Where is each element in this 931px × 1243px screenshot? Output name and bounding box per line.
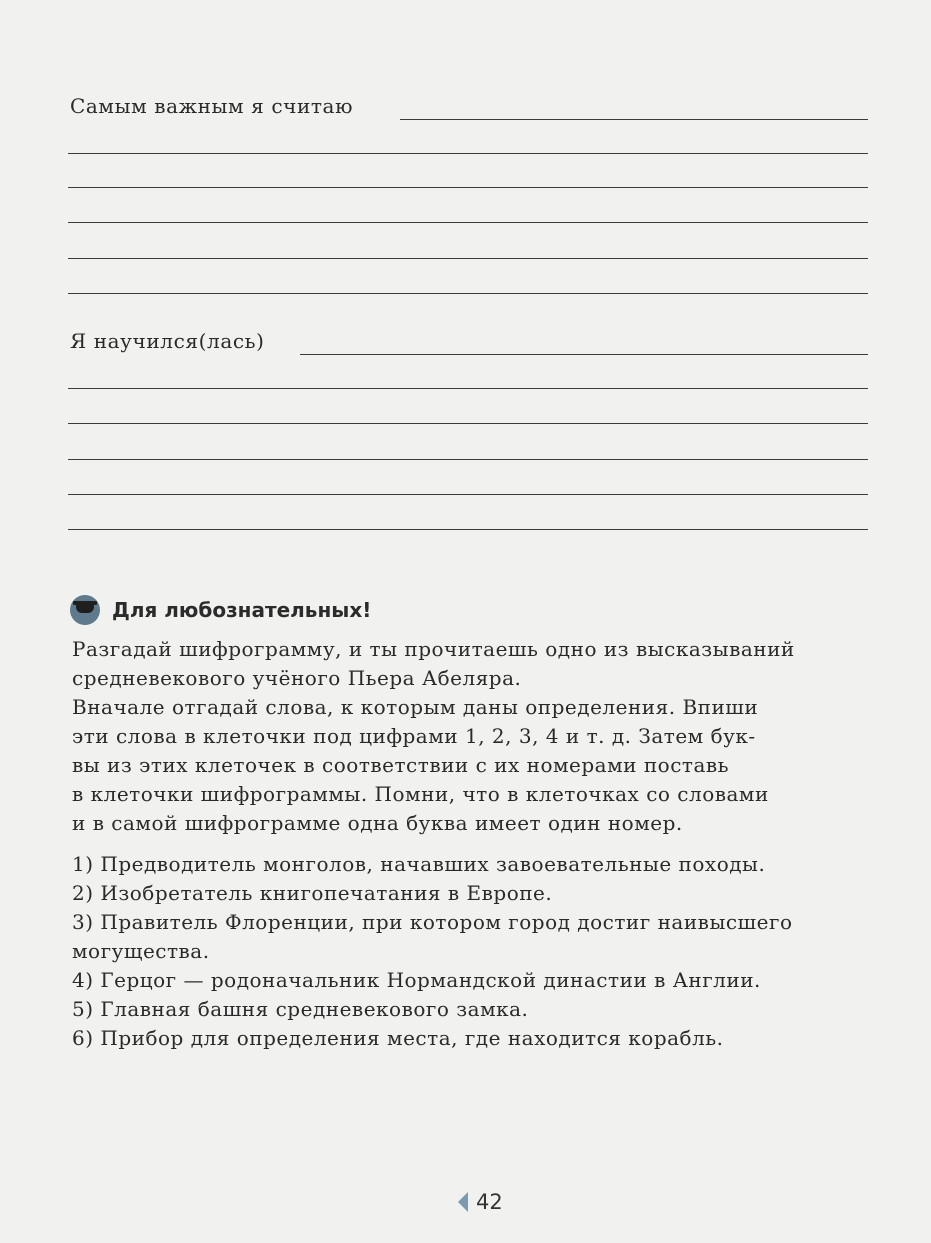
section-header [70,594,371,626]
answer-line[interactable] [68,258,868,259]
page-footer [458,1187,503,1217]
page-number: 42 [476,1190,503,1214]
answer-field-most-important[interactable] [68,96,868,120]
prompt-most-important: Самым важным я считаю [70,94,354,118]
clue-list [72,850,872,1053]
answer-line[interactable] [68,222,868,223]
clue-item: 1) Предводитель монголов, начавших завоевательные походы. [72,852,766,876]
clue-item-continuation: могущества. [72,939,210,963]
answer-field-learned[interactable] [68,331,868,355]
intro-paragraph [72,635,872,693]
answer-line[interactable] [68,293,868,294]
section-title: Для любознательных! [112,598,372,622]
clue-item: 5) Главная башня средневекового замка. [72,997,529,1021]
instructions-paragraph [72,693,872,838]
answer-line[interactable] [68,388,868,389]
text-line: эти слова в клеточки под цифрами 1, 2, 3, 4 и т. д. Затем бук- [72,724,756,748]
prompt-learned: Я научился(лась) [70,329,265,353]
answer-line[interactable] [68,187,868,188]
text-line: и в самой шифрограмме одна буква имеет один номер. [72,811,683,835]
graduation-cap-icon [70,595,100,625]
text-line: средневекового учёного Пьера Абеляра. [72,666,522,690]
clue-item: 3) Правитель Флоренции, при котором город достиг наивысшего [72,910,793,934]
answer-line [300,354,868,355]
answer-line[interactable] [68,153,868,154]
text-line: вы из этих клеточек в соответствии с их номерами поставь [72,753,730,777]
answer-line[interactable] [68,494,868,495]
text-line: Разгадай шифрограмму, и ты прочитаешь одно из высказываний [72,637,795,661]
text-line: в клеточки шифрограммы. Помни, что в клеточках со словами [72,782,769,806]
clue-item: 2) Изобретатель книгопечатания в Европе. [72,881,553,905]
answer-line[interactable] [68,423,868,424]
answer-line [400,119,868,120]
page-marker-icon [458,1192,468,1212]
text-line: Вначале отгадай слова, к которым даны определения. Впиши [72,695,759,719]
answer-line[interactable] [68,529,868,530]
clue-item: 4) Герцог — родоначальник Нормандской династии в Англии. [72,968,761,992]
answer-line[interactable] [68,459,868,460]
clue-item: 6) Прибор для определения места, где находится корабль. [72,1026,724,1050]
